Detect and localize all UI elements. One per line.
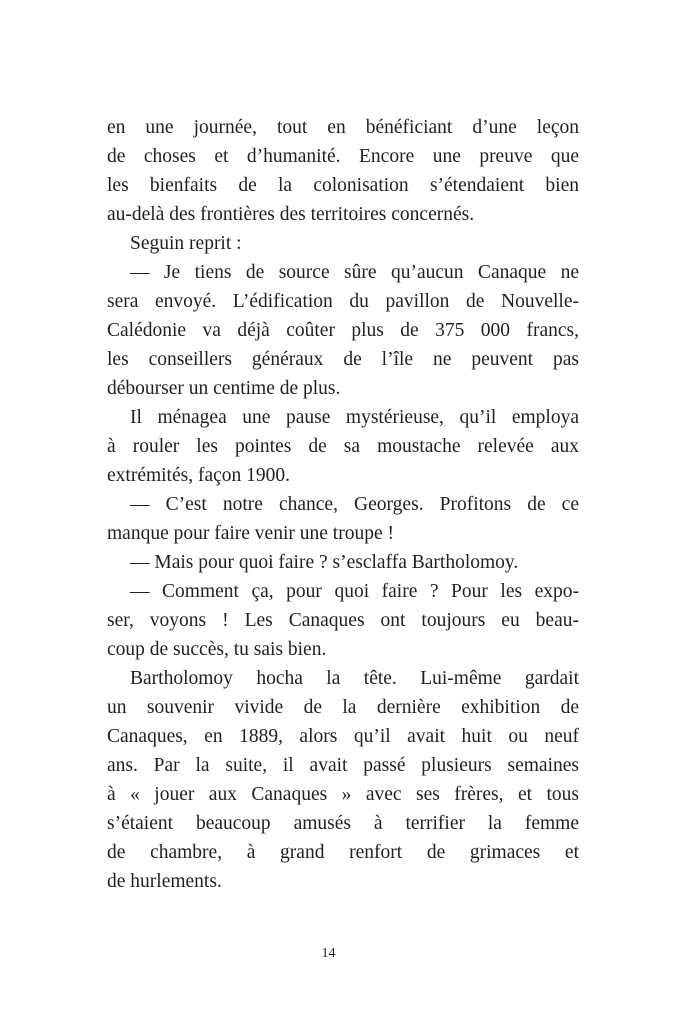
text-line: débourser un centime de plus. [107, 378, 341, 399]
text-line: ser, voyons ! Les Canaques ont toujours eu beau- [107, 610, 579, 631]
text-line: Il ménagea une pause mystérieuse, qu’il employa [130, 407, 579, 428]
body-text [107, 113, 579, 896]
text-line: à rouler les pointes de sa moustache relevée aux [107, 436, 579, 457]
text-line: s’étaient beaucoup amusés à terrifier la femme [107, 813, 579, 834]
text-line: — Comment ça, pour quoi faire ? Pour les expo- [130, 581, 579, 602]
page-number: 14 [321, 946, 336, 961]
text-line: en une journée, tout en bénéficiant d’une leçon [107, 117, 579, 138]
text-line: manque pour faire venir une troupe ! [107, 523, 394, 544]
text-line: Calédonie va déjà coûter plus de 375 000 francs, [107, 320, 579, 341]
text-line: coup de succès, tu sais bien. [107, 639, 327, 660]
text-line: les conseillers généraux de l’île ne peuvent pas [107, 349, 579, 370]
text-line: — C’est notre chance, Georges. Profitons de ce [130, 494, 579, 515]
text-line: extrémités, façon 1900. [107, 465, 291, 486]
text-line: à « jouer aux Canaques » avec ses frères, et tous [107, 784, 579, 805]
text-line: Canaques, en 1889, alors qu’il avait huit ou neuf [107, 726, 579, 747]
text-line: — Je tiens de source sûre qu’aucun Canaque ne [130, 262, 579, 283]
text-line: de chambre, à grand renfort de grimaces et [107, 842, 579, 863]
text-line: les bienfaits de la colonisation s’étendaient bien [107, 175, 579, 196]
text-line: — Mais pour quoi faire ? s’esclaffa Bartholomoy. [130, 552, 519, 573]
text-line: un souvenir vivide de la dernière exhibition de [107, 697, 579, 718]
text-line: ans. Par la suite, il avait passé plusieurs semaines [107, 755, 579, 776]
text-line: Bartholomoy hocha la tête. Lui-même gardait [130, 668, 579, 689]
text-line: Seguin reprit : [130, 233, 242, 254]
text-line: sera envoyé. L’édification du pavillon de Nouvelle- [107, 291, 579, 312]
text-line: de hurlements. [107, 871, 222, 892]
text-line: de choses et d’humanité. Encore une preuve que [107, 146, 579, 167]
text-line: au-delà des frontières des territoires concernés. [107, 204, 475, 225]
